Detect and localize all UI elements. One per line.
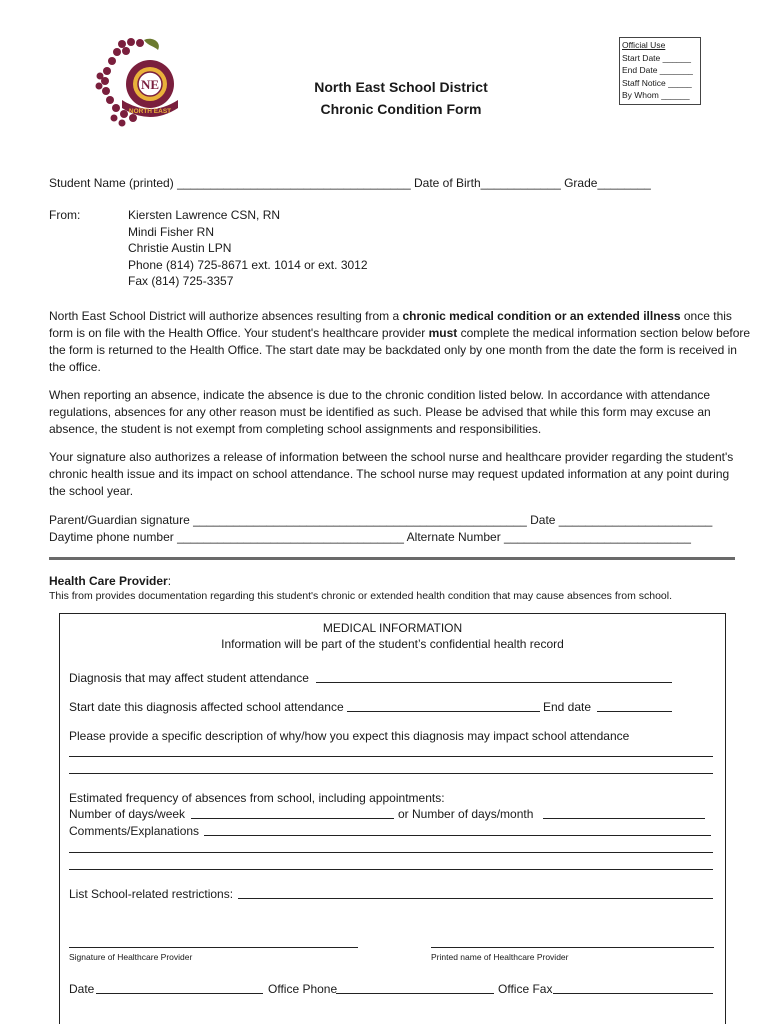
student-name-line: Student Name (printed) ___________________________________ Date of Birth____________ Grade________ [49,176,651,190]
logo-text: NORTH EAST [128,108,172,115]
office-phone-input[interactable] [336,993,494,994]
office-fax-label: Office Fax [498,982,553,996]
contact-line: Mindi Fisher RN [128,225,215,239]
frequency-label: Estimated frequency of absences from school, including appointments: [69,791,445,805]
section-divider [49,557,735,560]
comments-input-line[interactable] [69,852,713,853]
paragraph-authorization: North East School District will authorize absences resulting from a chronic medical condition or an extended illness once this form is on file with the Health Office. Your student's healthcare provider must complete the medical information section below before the form is returned to the Health Office. The start date may be backdated only by one month from the date the form is received in the office. [49,309,751,374]
medical-title: MEDICAL INFORMATION [322,621,463,635]
phone-field[interactable]: Daytime phone number __________________________________ Alternate Number ____________________________ [49,530,691,544]
date-label: Date [69,982,95,996]
comments-input[interactable] [204,835,711,836]
official-use-bywhom: By Whom ______ [622,90,690,100]
start-date-label: Start date this diagnosis affected school attendance [69,700,344,714]
restrictions-label: List School-related restrictions: [69,887,234,901]
office-phone-label: Office Phone [268,982,338,996]
office-fax-input[interactable] [553,993,713,994]
parent-signature-field[interactable]: Parent/Guardian signature __________________________________________________ Date _______________________ [49,513,713,527]
provider-printed-name-label: Printed name of Healthcare Provider [431,952,569,962]
medical-subtitle: Information will be part of the student’s confidential health record [221,637,564,651]
official-use-heading: Official Use [622,40,666,50]
description-input-line[interactable] [69,773,713,774]
contact-line: Kiersten Lawrence CSN, RN [128,208,281,222]
provider-signature-label: Signature of Healthcare Provider [69,952,193,962]
comments-input-line[interactable] [69,869,713,870]
district-logo [92,34,182,130]
official-use-staff: Staff Notice _____ [622,77,692,88]
provider-printed-name-input[interactable] [431,947,714,948]
end-date-input[interactable] [597,711,672,712]
restrictions-input[interactable] [238,898,713,899]
district-name: North East School District [314,79,488,95]
official-use-start: Start Date ______ [622,52,691,63]
diagnosis-label: Diagnosis that may affect student attendance [69,671,309,685]
days-month-input[interactable] [543,818,705,819]
form-title: Chronic Condition Form [320,101,482,117]
days-month-label: or Number of days/month [398,807,534,821]
provider-heading: Health Care Provider: [49,574,172,588]
paragraph-reporting: When reporting an absence, indicate the absence is due to the chronic condition listed below. In accordance with attendance regulations, absences for any other reason must be identified as such. Please be advised that while this form may excuse an absence, the student is not exempt from completing school assignments and responsibilities. [49,388,711,436]
official-use-end: End Date _______ [622,65,693,75]
svg-text:NE: NE [140,77,160,92]
days-week-input[interactable] [191,818,394,819]
end-date-label: End date [543,700,592,714]
paragraph-release: Your signature also authorizes a release of information between the school nurse and healthcare provider regarding the student's chronic health issue and its impact on school attendance. The school nurse may request updated information at any point during the school year. [49,450,734,498]
contact-line: Christie Austin LPN [128,241,232,255]
contact-phone: Phone (814) 725-8671 ext. 1014 or ext. 3012 [128,258,368,272]
provider-signature-input[interactable] [69,947,358,948]
comments-label: Comments/Explanations [69,824,200,838]
provider-intro: This from provides documentation regarding this student's chronic or extended health condition that may cause absences from school. [49,590,673,602]
description-input-line[interactable] [69,756,713,757]
start-date-input[interactable] [347,711,540,712]
diagnosis-input[interactable] [316,682,672,683]
official-use-box [619,37,701,105]
description-label: Please provide a specific description of why/how you expect this diagnosis may impact school attendance [69,729,630,743]
days-week-label: Number of days/week [69,807,186,821]
contact-fax: Fax (814) 725-3357 [128,274,234,288]
date-input[interactable] [96,993,263,994]
from-label: From: [49,208,81,222]
